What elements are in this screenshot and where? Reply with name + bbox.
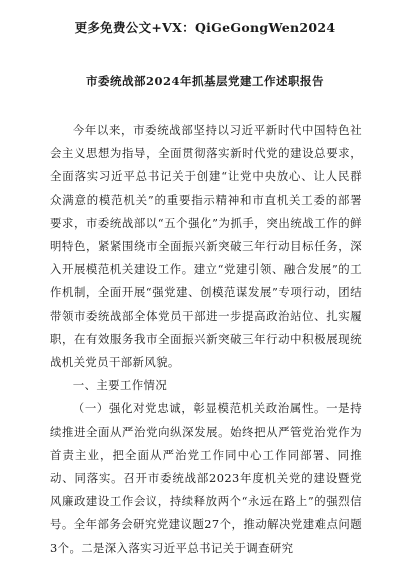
intro-paragraph: 今年以来，市委统战部坚持以习近平新时代中国特色社会主义思想为指导，全面贯彻落实新时代党的建设总要求，全面落实习近平总书记关于创建“让党中央放心、让人民群众满意的模范机关”的重要指示精神和市直机关工委的部署要求，市委统战部以“五个强化”为抓手，突出统战工作的鲜明特色，紧紧围绕市全面振兴新突破三年行动目标任务，深入开展模范机关建设工作。建立“党建引领、融合发展”的工作机制，全面开展“强党建、创模范谋发展”专项行动，团结带领市委统战部全体党员干部进一步提高政治站位、扎实履职，在有效服务我市全面振兴新突破三年行动中积极展现统战机关党员干部新风貌。 <box>50 123 362 370</box>
document-body <box>50 119 362 560</box>
section-heading: 一、主要工作情况 <box>72 378 168 393</box>
promo-banner: 更多免费公文+VX：QiGeGongWen2024 <box>74 20 336 35</box>
document-title: 市委统战部2024年抓基层党建工作述职报告 <box>85 74 324 88</box>
body-paragraph: （一）强化对党忠诚，彰显模范机关政治属性。一是持续推进全面从严治党向纵深发展。始终把从严管党治党作为首责主业，把全面从严治党工作同中心工作同部署、同推动、同落实。召开市委统战部2023年度机关党的建设暨党风廉政建设工作会议，持续释放两个“永远在路上”的强烈信号。全年部务会研究党建议题27个，推动解决党建难点问题3个。二是深入落实习近平总书记关于调查研究 <box>50 401 362 555</box>
